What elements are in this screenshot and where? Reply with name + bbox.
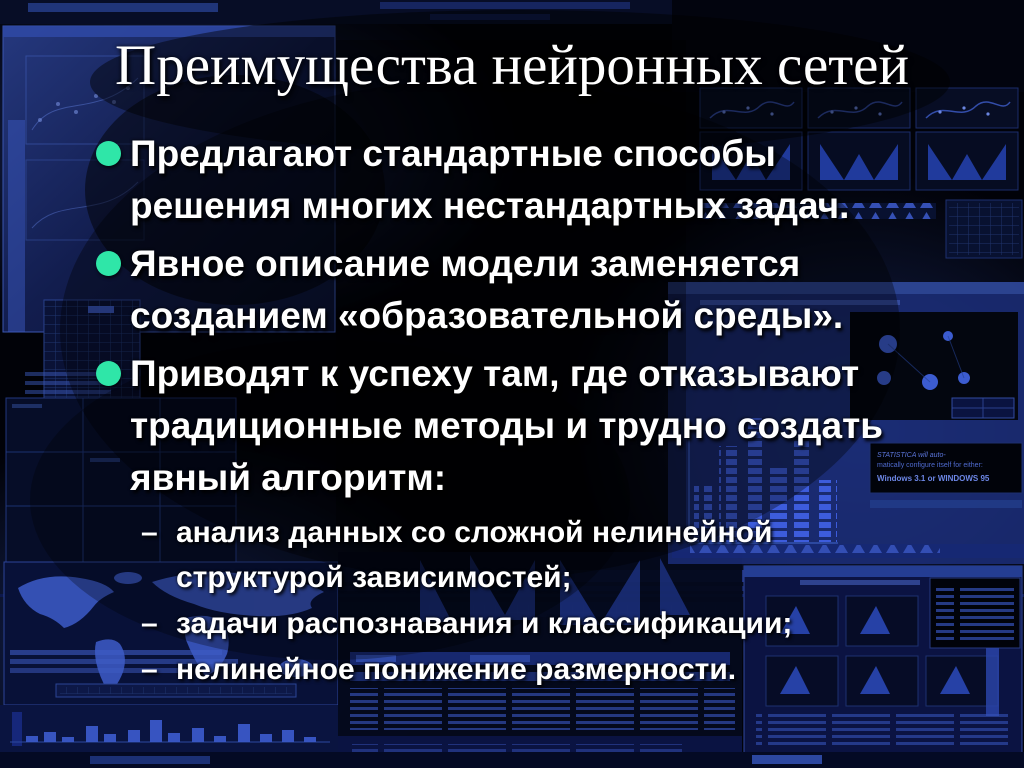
bg-bottom-strip [0, 752, 1024, 768]
statistica-note-line1: STATISTICA will auto- [877, 452, 946, 459]
bullet-text: Предлагают стандартные способы решения многих нестандартных задач. [130, 133, 850, 226]
bullet-list [96, 128, 1004, 693]
dash-icon: – [141, 607, 158, 640]
statistica-note-line3: Windows 3.1 or WINDOWS 95 [877, 474, 990, 483]
bullet-item [96, 348, 1004, 504]
sub-bullet-text: нелинейное понижение размерности. [176, 653, 737, 686]
dash-icon: – [141, 516, 158, 549]
statistica-note-line2: matically configure itself for either: [877, 462, 983, 469]
bullet-text: Явное описание модели заменяется созданием «образовательной среды». [130, 243, 844, 336]
sub-bullet-item [141, 510, 1004, 600]
sub-bullet-list [96, 510, 1004, 692]
sub-bullet-text: анализ данных со сложной нелинейной структурой зависимостей; [176, 516, 773, 594]
bullet-item [96, 128, 1004, 232]
sub-bullet-item [141, 601, 1004, 646]
dash-icon: – [141, 653, 158, 686]
sub-bullet-text: задачи распознавания и классификации; [176, 607, 793, 640]
bullet-dot-icon [96, 141, 121, 166]
slide-title: Преимущества нейронных сетей [115, 34, 909, 97]
bullet-dot-icon [96, 251, 121, 276]
bullet-dot-icon [96, 361, 121, 386]
bullet-text: Приводят к успеху там, где отказывают традиционные методы и трудно создать явный алгоритм: [130, 353, 883, 498]
bullet-item [96, 238, 1004, 342]
sub-bullet-item [141, 647, 1004, 692]
